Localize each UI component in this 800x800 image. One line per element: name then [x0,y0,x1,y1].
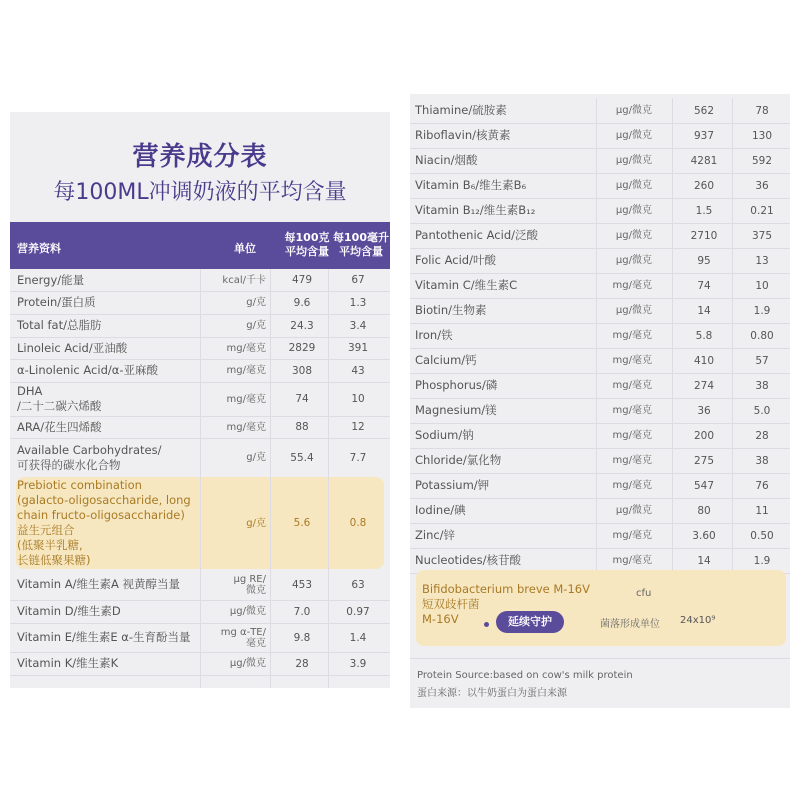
row-value-100ml: 67 [351,274,365,286]
row-unit: kcal/千卡 [222,274,266,286]
row-value-100g: 274 [693,379,715,392]
row-unit: μg/微克 [615,505,652,516]
row-name: Thiamine/硫胺素 [415,103,507,117]
row-unit: g/克 [246,320,266,331]
row-name: Vitamin K/维生素K [17,656,119,670]
column-divider [270,269,271,688]
row-unit: mg/毫克 [612,330,652,341]
bifido-name: Bifidobacterium breve M-16V 短双歧杆菌 M-16V [422,582,590,626]
protein-source-cn: 蛋白来源：以牛奶蛋白为蛋白来源 [417,688,567,699]
row-value-100g: 547 [693,479,715,492]
row-value-100ml: 36 [755,179,769,192]
row-name: Vitamin A/维生素A 视黄醇当量 [17,577,180,591]
table-row [410,448,790,473]
row-unit: mg/毫克 [612,555,652,566]
row-unit: mg/毫克 [226,365,266,376]
row-name: Vitamin B₁₂/维生素B₁₂ [415,203,536,217]
row-unit: mg/毫克 [612,455,652,466]
row-name: Magnesium/镁 [415,403,497,417]
row-unit: μg/微克 [229,658,266,669]
row-value-100g: 2829 [288,342,316,354]
row-name: Calcium/钙 [415,353,477,367]
row-value-100ml: 38 [755,379,769,392]
nutrition-subtitle: 每100ML冲调奶液的平均含量 [53,180,347,205]
row-value-100ml: 0.50 [750,529,774,542]
row-value-100ml: 76 [755,479,769,492]
row-value-100g: 9.6 [293,296,311,309]
row-value-100ml: 10 [351,393,365,405]
row-unit: mg/毫克 [226,421,266,433]
row-value-100g: 9.8 [293,631,311,644]
header-per100g: 每100克 平均含量 [284,231,330,258]
row-name: Protein/蛋白质 [17,295,96,309]
row-value-100ml: 1.9 [753,304,771,317]
row-unit: mg/毫克 [612,355,652,366]
header-per100ml: 每100毫升 平均含量 [333,231,389,258]
column-divider [328,269,329,688]
row-name: Prebiotic combination (galacto-oligosaccharide, long chain fructo-oligosaccharide) 益生元组合 (低聚半乳糖, 长链低聚果糖) [17,478,191,567]
row-value-100g: 88 [295,421,309,433]
table-row [410,298,790,323]
row-value-100g: 5.6 [293,517,311,529]
row-value-100g: 7.0 [293,605,311,618]
header-unit: 单位 [234,242,256,255]
row-value-100g: 410 [693,354,715,367]
row-unit: mg/毫克 [612,380,652,391]
row-value-100ml: 78 [755,104,769,117]
row-value-100g: 74 [697,279,711,292]
row-value-100ml: 13 [755,254,769,267]
row-value-100ml: 1.4 [349,631,367,644]
row-name: α-Linolenic Acid/α-亚麻酸 [17,363,158,377]
row-value-100ml: 57 [755,354,769,367]
row-value-100ml: 0.80 [750,329,774,342]
row-name: Linoleic Acid/亚油酸 [17,340,128,355]
row-unit: μg/微克 [229,606,266,617]
row-unit: mg/毫克 [226,342,266,354]
badge-dot-icon [484,622,489,627]
row-name: Iron/铁 [415,328,453,342]
row-name: Chloride/氯化物 [415,453,502,467]
header-name: 营养资料 [17,242,61,255]
table-row [410,473,790,498]
protein-source-en: Protein Source:based on cow's milk protein [417,670,633,681]
row-value-100g: 95 [697,254,711,267]
bifido-value: 24x10⁹ [680,615,716,626]
row-value-100ml: 3.4 [349,319,367,332]
row-unit: μg/微克 [615,230,652,241]
row-value-100g: 200 [693,429,715,442]
column-divider [596,98,597,570]
row-unit: mg/毫克 [226,393,266,405]
row-unit: μg/微克 [615,305,652,316]
row-value-100g: 74 [295,393,309,405]
table-row [410,323,790,348]
row-name: Vitamin E/维生素E α-生育酚当量 [17,630,191,644]
bifido-unit-cn: 菌落形成单位 [600,619,660,630]
row-value-100ml: 0.97 [346,605,370,618]
row-value-100g: 308 [291,364,313,377]
row-value-100ml: 10 [755,279,769,292]
row-name: ARA/花生四烯酸 [17,419,102,434]
table-row [410,273,790,298]
row-name: Niacin/烟酸 [415,153,478,167]
row-value-100ml: 28 [755,429,769,442]
row-value-100ml: 43 [351,364,365,377]
row-value-100g: 1.5 [695,204,713,217]
table-row [410,198,790,223]
column-divider [732,98,733,570]
row-value-100ml: 375 [751,229,773,242]
row-unit: μg/微克 [615,180,652,191]
table-row [410,498,790,523]
row-value-100g: 80 [697,504,711,517]
row-value-100g: 4281 [690,154,718,167]
row-value-100ml: 5.0 [753,404,771,417]
table-row [410,523,790,548]
bifido-unit: cfu [636,588,652,599]
column-divider [672,98,673,570]
row-unit: μg/微克 [615,130,652,141]
row-value-100g: 260 [693,179,715,192]
row-name: Phosphorus/磷 [415,378,498,392]
nutrition-panel-left [10,112,390,688]
row-name: Biotin/生物素 [415,303,487,317]
row-unit: g/克 [246,517,266,529]
row-value-100ml: 0.21 [750,204,774,217]
row-name: Zinc/锌 [415,528,456,542]
table-row [410,123,790,148]
row-value-100ml: 130 [751,129,773,142]
row-name: Total fat/总脂肪 [17,318,102,332]
row-unit: μg/微克 [615,105,652,116]
nutrition-panel-right [410,94,790,708]
row-value-100g: 453 [291,578,313,591]
column-divider [200,269,201,688]
row-unit: mg/毫克 [612,430,652,441]
row-unit: μg RE/ 微克 [233,573,266,596]
row-value-100ml: 0.8 [349,517,367,529]
table-header [10,222,390,269]
row-value-100ml: 63 [351,578,365,591]
row-unit: mg/毫克 [612,530,652,541]
bifido-badge: 延续守护 [496,611,564,633]
row-value-100g: 14 [697,554,711,567]
row-value-100g: 55.4 [290,451,314,464]
table-row [410,423,790,448]
row-name: Energy/能量 [17,272,85,287]
row-name: Nucleotides/核苷酸 [415,553,521,567]
table-row [410,173,790,198]
table-row [410,398,790,423]
row-unit: mg/毫克 [612,280,652,291]
table-row [410,148,790,173]
row-value-100ml: 11 [755,504,769,517]
row-value-100g: 2710 [690,229,718,242]
row-value-100g: 5.8 [695,329,713,342]
row-value-100g: 479 [291,274,313,286]
row-value-100ml: 1.9 [753,554,771,567]
row-unit: μg/微克 [615,155,652,166]
row-unit: μg/微克 [615,255,652,266]
row-value-100g: 937 [693,129,715,142]
row-name: Iodine/碘 [415,503,466,517]
row-value-100g: 562 [693,104,715,117]
row-value-100g: 24.3 [290,319,314,332]
row-name: Pantothenic Acid/泛酸 [415,228,538,242]
row-value-100ml: 38 [755,454,769,467]
row-name: Vitamin D/维生素D [17,604,121,618]
table-row [410,223,790,248]
row-name: Folic Acid/叶酸 [415,253,496,267]
row-value-100g: 275 [693,454,715,467]
row-unit: g/克 [246,297,266,308]
row-unit: mg α-TE/ 毫克 [220,626,266,649]
row-name: Vitamin C/维生素C [415,278,518,292]
row-value-100g: 3.60 [692,529,716,542]
row-name: DHA /二十二碳六烯酸 [17,384,102,413]
row-name: Available Carbohydrates/ 可获得的碳水化合物 [17,442,162,472]
row-name: Sodium/钠 [415,428,474,442]
row-value-100g: 14 [697,304,711,317]
table-row [410,248,790,273]
bifido-highlight [416,570,786,646]
row-value-100ml: 3.9 [349,657,367,670]
nutrition-title: 营养成分表 [132,142,268,172]
row-unit: g/克 [246,452,266,463]
row-unit: mg/毫克 [612,480,652,491]
row-value-100ml: 391 [347,342,369,354]
row-unit: mg/毫克 [612,405,652,416]
table-row [410,98,790,123]
table-row [410,348,790,373]
row-name: Riboflavin/核黄素 [415,128,511,142]
notes-divider [410,658,790,659]
table-row [410,373,790,398]
row-value-100ml: 12 [351,421,365,433]
row-unit: μg/微克 [615,205,652,216]
row-value-100ml: 592 [751,154,773,167]
row-name: Vitamin B₆/维生素B₆ [415,178,527,192]
row-value-100ml: 7.7 [349,451,367,464]
row-value-100ml: 1.3 [349,296,367,309]
row-name: Potassium/钾 [415,478,490,492]
row-value-100g: 28 [295,657,309,670]
row-value-100g: 36 [697,404,711,417]
